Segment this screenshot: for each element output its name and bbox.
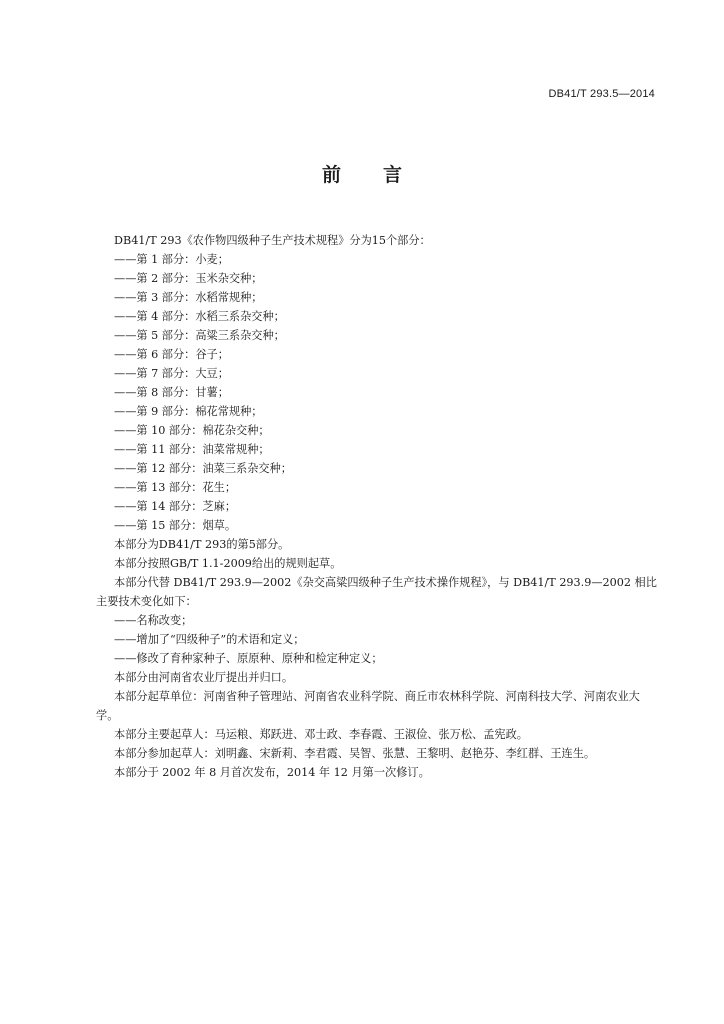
intro-line: DB41/T 293《农作物四级种子生产技术规程》分为15个部分： bbox=[114, 234, 431, 247]
main-drafters-statement: 本部分主要起草人：马运粮、郑跃进、邓士政、李春霞、王淑俭、张万松、孟宪政。 bbox=[114, 728, 528, 741]
part-list-item: ——第 15 部分：烟草。 bbox=[114, 519, 237, 532]
part-list-item: ——第 3 部分：水稻常规种； bbox=[114, 291, 263, 304]
part-list-item: ——第 2 部分：玉米杂交种； bbox=[114, 272, 263, 285]
part-list-item: ——第 12 部分：油菜三系杂交种； bbox=[114, 462, 292, 475]
history-statement: 本部分于 2002 年 8 月首次发布，2014 年 12 月第一次修订。 bbox=[114, 766, 430, 779]
replaces-statement: 本部分代替 DB41/T 293.9—2002《杂交高粱四级种子生产技术操作规程》，与 DB41/T 293.9—2002 相比主要技术变化如下： bbox=[96, 576, 657, 608]
part-list-item: ——第 6 部分：谷子； bbox=[114, 348, 229, 361]
title-char-1: 前 bbox=[321, 164, 341, 186]
part-list-item: ——第 4 部分：水稻三系杂交种； bbox=[114, 310, 285, 323]
participants-statement: 本部分参加起草人：刘明鑫、宋新莉、李君霞、吴智、张慧、王黎明、赵艳芬、李红群、王连生。 bbox=[114, 747, 596, 760]
part-list-item: ——第 7 部分：大豆； bbox=[114, 367, 229, 380]
change-list-item: ——名称改变； bbox=[114, 614, 193, 627]
part-list-item: ——第 14 部分：芝麻； bbox=[114, 500, 237, 513]
proposer-statement: 本部分由河南省农业厅提出并归口。 bbox=[114, 671, 294, 684]
change-list-item: ——增加了“四级种子”的术语和定义； bbox=[114, 633, 305, 646]
part-list-item: ——第 9 部分：棉花常规种； bbox=[114, 405, 263, 418]
part-list-item: ——第 11 部分：油菜常规种； bbox=[114, 443, 270, 456]
drafting-rule-statement: 本部分按照GB/T 1.1-2009给出的规则起草。 bbox=[114, 557, 342, 570]
foreword-body bbox=[96, 231, 659, 782]
part-list-item: ——第 1 部分：小麦； bbox=[114, 253, 229, 266]
document-code: DB41/T 293.5—2014 bbox=[548, 88, 655, 100]
change-list-item: ——修改了育种家种子、原原种、原种和检定种定义； bbox=[114, 652, 383, 665]
drafting-units-statement: 本部分起草单位：河南省种子管理站、河南省农业科学院、商丘市农林科学院、河南科技大学、河南农业大学。 bbox=[96, 690, 640, 722]
part-list-item: ——第 10 部分：棉花杂交种； bbox=[114, 424, 270, 437]
part-list-item: ——第 8 部分：甘薯； bbox=[114, 386, 229, 399]
part-list-item: ——第 5 部分：高粱三系杂交种； bbox=[114, 329, 285, 342]
this-part-statement: 本部分为DB41/T 293的第5部分。 bbox=[114, 538, 290, 551]
part-list-item: ——第 13 部分：花生； bbox=[114, 481, 237, 494]
page-title bbox=[0, 160, 724, 187]
title-char-2: 言 bbox=[383, 164, 403, 186]
